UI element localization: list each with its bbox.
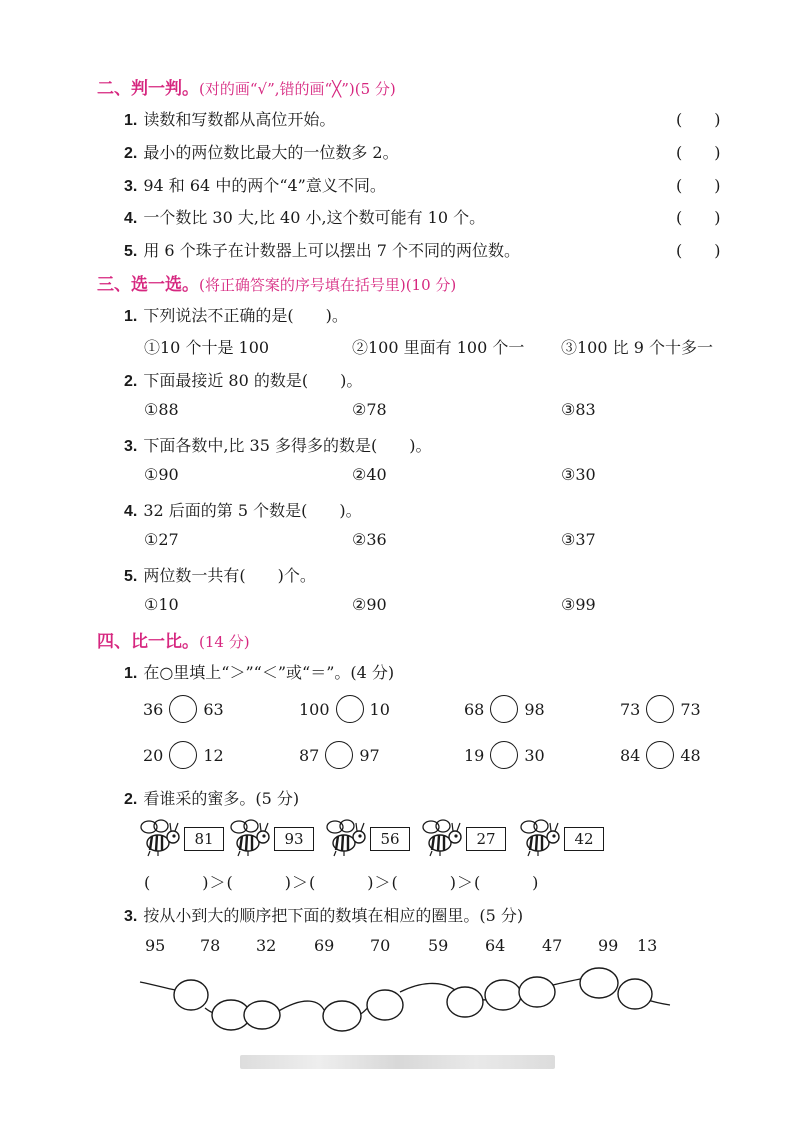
- option-c[interactable]: ③100 比 9 个十多一: [561, 338, 713, 357]
- section-2-note: (对的画“√”,错的画“╳”)(5 分): [199, 80, 396, 98]
- answer-circle[interactable]: [580, 968, 618, 998]
- judge-item-3: [124, 173, 386, 196]
- sort-number: 99: [598, 936, 619, 955]
- answer-circle[interactable]: [646, 695, 674, 723]
- item-number: 1.: [124, 308, 138, 325]
- option-b[interactable]: ②90: [352, 595, 387, 614]
- sort-number: 64: [485, 936, 506, 955]
- answer-paren-2[interactable]: ( ): [676, 143, 721, 162]
- left-number: 19: [464, 745, 485, 765]
- item-number: 1.: [124, 665, 138, 682]
- item-text: 看谁采的蜜多。(5 分): [143, 789, 300, 808]
- item-number: 2.: [124, 145, 138, 162]
- right-number: 48: [680, 745, 701, 765]
- nectar-count: 42: [564, 827, 604, 851]
- compare-pair: [143, 741, 224, 769]
- right-number: 98: [524, 699, 545, 719]
- compare-question-3: [124, 903, 523, 926]
- item-text: 读数和写数都从高位开始。: [143, 110, 336, 129]
- option-c[interactable]: ③30: [561, 465, 596, 484]
- section-3-heading: [97, 270, 456, 295]
- compare-question-2: [124, 786, 299, 809]
- compare-pair: [299, 695, 390, 723]
- option-b[interactable]: ②40: [352, 465, 387, 484]
- answer-circle[interactable]: [169, 741, 197, 769]
- sort-number: 78: [200, 936, 221, 955]
- choice-question-1: [124, 303, 348, 326]
- judge-item-2: [124, 140, 399, 163]
- left-number: 73: [620, 699, 641, 719]
- option-b[interactable]: ②36: [352, 530, 387, 549]
- section-3-note: (将正确答案的序号填在括号里)(10 分): [199, 276, 457, 294]
- compare-pair: [620, 695, 701, 723]
- bee-card: [520, 819, 604, 859]
- option-a[interactable]: ①88: [144, 400, 179, 419]
- sort-number: 47: [542, 936, 563, 955]
- item-number: 5.: [124, 568, 138, 585]
- bee-icon: [422, 819, 466, 859]
- nectar-count: 93: [274, 827, 314, 851]
- option-a[interactable]: ①27: [144, 530, 179, 549]
- item-text: 94 和 64 中的两个“4”意义不同。: [143, 176, 386, 195]
- answer-circle[interactable]: [490, 741, 518, 769]
- nectar-count: 27: [466, 827, 506, 851]
- answer-paren-5[interactable]: ( ): [676, 241, 721, 260]
- left-number: 68: [464, 699, 485, 719]
- item-number: 2.: [124, 373, 138, 390]
- section-3-title: 三、选一选。: [97, 275, 199, 295]
- choice-question-5: [124, 563, 316, 586]
- item-text: 下面各数中,比 35 多得多的数是( )。: [143, 436, 432, 455]
- answer-circle[interactable]: [490, 695, 518, 723]
- answer-circle[interactable]: [485, 980, 521, 1010]
- bee-icon: [326, 819, 370, 859]
- item-number: 2.: [124, 791, 138, 808]
- item-number: 1.: [124, 112, 138, 129]
- item-number: 3.: [124, 178, 138, 195]
- sort-number: 32: [256, 936, 277, 955]
- compare-question-1: [124, 660, 394, 683]
- choice-question-4: [124, 498, 362, 521]
- item-text: 32 后面的第 5 个数是( )。: [143, 501, 362, 520]
- sort-number: 59: [428, 936, 449, 955]
- left-number: 84: [620, 745, 641, 765]
- judge-item-4: [124, 205, 485, 228]
- answer-circle[interactable]: [244, 1001, 280, 1029]
- option-c[interactable]: ③99: [561, 595, 596, 614]
- left-number: 87: [299, 745, 320, 765]
- order-answer-line[interactable]: ( )＞( )＞( )＞( )＞( ): [144, 873, 540, 892]
- bee-icon: [230, 819, 274, 859]
- item-number: 3.: [124, 438, 138, 455]
- answer-circle[interactable]: [323, 1001, 361, 1031]
- item-text: 一个数比 30 大,比 40 小,这个数可能有 10 个。: [143, 208, 486, 227]
- compare-pair: [143, 695, 224, 723]
- compare-pair: [464, 695, 545, 723]
- ordering-circles-diagram: [135, 960, 680, 1032]
- answer-circle[interactable]: [336, 695, 364, 723]
- item-text: 两位数一共有( )个。: [143, 566, 316, 585]
- sort-number: 95: [145, 936, 166, 955]
- section-4-title: 四、比一比。: [97, 632, 199, 652]
- answer-circle[interactable]: [646, 741, 674, 769]
- left-number: 36: [143, 699, 164, 719]
- item-text: 按从小到大的顺序把下面的数填在相应的圈里。(5 分): [143, 906, 524, 925]
- item-text: 下列说法不正确的是( )。: [143, 306, 348, 325]
- right-number: 63: [203, 699, 224, 719]
- answer-paren-3[interactable]: ( ): [676, 176, 721, 195]
- answer-circle[interactable]: [367, 990, 403, 1020]
- compare-pair: [299, 741, 380, 769]
- item-text: 下面最接近 80 的数是( )。: [143, 371, 363, 390]
- judge-item-5: [124, 238, 520, 261]
- item-number: 4.: [124, 503, 138, 520]
- answer-paren-1[interactable]: ( ): [676, 110, 721, 129]
- choice-question-2: [124, 368, 362, 391]
- answer-circle[interactable]: [519, 977, 555, 1007]
- answer-circle[interactable]: [325, 741, 353, 769]
- item-number: 4.: [124, 210, 138, 227]
- bee-card: [422, 819, 506, 859]
- right-number: 97: [359, 745, 380, 765]
- nectar-count: 56: [370, 827, 410, 851]
- answer-circle[interactable]: [169, 695, 197, 723]
- blurred-footer: [240, 1055, 555, 1069]
- option-b[interactable]: ②100 里面有 100 个一: [352, 338, 525, 357]
- option-b[interactable]: ②78: [352, 400, 387, 419]
- sort-number: 70: [370, 936, 391, 955]
- nectar-count: 81: [184, 827, 224, 851]
- right-number: 73: [680, 699, 701, 719]
- item-text: 最小的两位数比最大的一位数多 2。: [143, 143, 399, 162]
- item-text: 用 6 个珠子在计数器上可以摆出 7 个不同的两位数。: [143, 241, 521, 260]
- item-text: 在○里填上“＞”“＜”或“＝”。(4 分): [143, 663, 395, 682]
- answer-circle[interactable]: [174, 980, 208, 1010]
- compare-pair: [620, 741, 701, 769]
- left-number: 20: [143, 745, 164, 765]
- sort-number: 13: [637, 936, 658, 955]
- answer-circle[interactable]: [618, 979, 652, 1009]
- section-2-title: 二、判一判。: [97, 79, 199, 99]
- answer-paren-4[interactable]: ( ): [676, 208, 721, 227]
- right-number: 12: [203, 745, 224, 765]
- option-a[interactable]: ①10: [144, 595, 179, 614]
- right-number: 10: [369, 699, 390, 719]
- option-c[interactable]: ③37: [561, 530, 596, 549]
- item-number: 3.: [124, 908, 138, 925]
- bee-icon: [520, 819, 564, 859]
- option-a[interactable]: ①90: [144, 465, 179, 484]
- section-4-note: (14 分): [199, 633, 250, 651]
- answer-circle[interactable]: [447, 987, 483, 1017]
- option-c[interactable]: ③83: [561, 400, 596, 419]
- compare-pair: [464, 741, 545, 769]
- option-a[interactable]: ①10 个十是 100: [144, 338, 270, 357]
- choice-question-3: [124, 433, 431, 456]
- judge-item-1: [124, 107, 335, 130]
- section-2-heading: [97, 74, 396, 99]
- bee-card: [326, 819, 410, 859]
- right-number: 30: [524, 745, 545, 765]
- sort-number: 69: [314, 936, 335, 955]
- item-number: 5.: [124, 243, 138, 260]
- bee-card: [230, 819, 314, 859]
- left-number: 100: [299, 699, 330, 719]
- bee-card: [140, 819, 224, 859]
- section-4-heading: [97, 627, 250, 652]
- bee-icon: [140, 819, 184, 859]
